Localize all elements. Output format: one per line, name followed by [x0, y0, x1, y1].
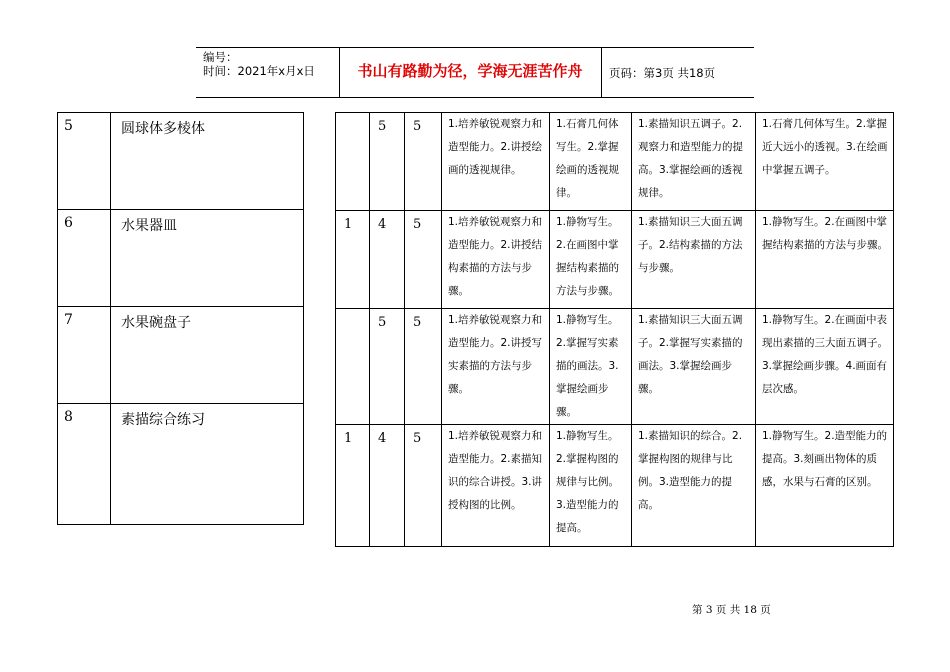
table-row [336, 309, 894, 425]
page-footer: 第 3 页 共 18 页 [692, 604, 771, 616]
lesson-topic-table [57, 112, 304, 525]
hours-cell: 5 [370, 309, 405, 425]
hours-cell: 5 [405, 113, 442, 211]
hours-cell: 5 [405, 425, 442, 547]
table-row [58, 307, 304, 404]
teaching-goal-cell: 1.培养敏锐观察力和造型能力。2.素描知识的综合讲授。3.讲授构图的比例。 [442, 425, 550, 547]
teaching-goal-cell: 1.培养敏锐观察力和造型能力。2.讲授写实素描的方法与步骤。 [442, 309, 550, 425]
table-row [336, 211, 894, 309]
header-motto: 书山有路勤为径，学海无涯苦作舟 [357, 62, 583, 80]
key-points-cell: 1.素描知识三大面五调子。2.结构素描的方法与步骤。 [632, 211, 756, 309]
lesson-topic: 素描综合练习 [111, 404, 304, 525]
hours-cell: 5 [405, 309, 442, 425]
table-row [336, 425, 894, 547]
hours-cell [336, 113, 370, 211]
teaching-content-cell: 1.石膏几何体写生。2.掌握绘画的透视规律。 [550, 113, 632, 211]
header-divider-right [601, 47, 602, 97]
document-date: 时间：2021年x月x日 [203, 64, 315, 78]
requirements-cell: 1.静物写生。2.造型能力的提高。3.刻画出物体的质感，水果与石膏的区别。 [756, 425, 894, 547]
key-points-cell: 1.素描知识五调子。2.观察力和造型能力的提高。3.掌握绘画的透视规律。 [632, 113, 756, 211]
teaching-content-cell: 1.静物写生。2.掌握写实素描的画法。3.掌握绘画步骤。 [550, 309, 632, 425]
lesson-number: 5 [58, 113, 111, 210]
header-bottom-line [196, 97, 754, 98]
hours-cell [336, 309, 370, 425]
lesson-number: 6 [58, 210, 111, 307]
teaching-goal-cell: 1.培养敏锐观察力和造型能力。2.讲授结构素描的方法与步骤。 [442, 211, 550, 309]
key-points-cell: 1.素描知识三大面五调子。2.掌握写实素描的画法。3.掌握绘画步骤。 [632, 309, 756, 425]
table-row [58, 210, 304, 307]
hours-cell: 4 [370, 425, 405, 547]
hours-cell: 1 [336, 425, 370, 547]
hours-cell: 5 [370, 113, 405, 211]
header-top-line [196, 47, 754, 48]
lesson-topic: 水果碗盘子 [111, 307, 304, 404]
requirements-cell: 1.静物写生。2.在画面中表现出素描的三大面五调子。3.掌握绘画步骤。4.画面有层次感。 [756, 309, 894, 425]
table-row [58, 113, 304, 210]
teaching-goal-cell: 1.培养敏锐观察力和造型能力。2.讲授绘画的透视规律。 [442, 113, 550, 211]
header-page-number: 页码：第3页 共18页 [609, 66, 716, 80]
document-number-label: 编号： [203, 50, 238, 64]
lesson-topic: 圆球体多棱体 [111, 113, 304, 210]
lesson-number: 8 [58, 404, 111, 525]
teaching-content-cell: 1.静物写生。2.在画图中掌握结构素描的方法与步骤。 [550, 211, 632, 309]
hours-cell: 4 [370, 211, 405, 309]
table-row [336, 113, 894, 211]
lesson-topic: 水果器皿 [111, 210, 304, 307]
lesson-number: 7 [58, 307, 111, 404]
hours-cell: 5 [405, 211, 442, 309]
teaching-content-cell: 1.静物写生。2.掌握构图的规律与比例。3.造型能力的提高。 [550, 425, 632, 547]
table-row [58, 404, 304, 525]
requirements-cell: 1.石膏几何体写生。2.掌握近大远小的透视。3.在绘画中掌握五调子。 [756, 113, 894, 211]
lesson-detail-table [335, 112, 894, 547]
requirements-cell: 1.静物写生。2.在画图中掌握结构素描的方法与步骤。 [756, 211, 894, 309]
key-points-cell: 1.素描知识的综合。2.掌握构图的规律与比例。3.造型能力的提高。 [632, 425, 756, 547]
hours-cell: 1 [336, 211, 370, 309]
